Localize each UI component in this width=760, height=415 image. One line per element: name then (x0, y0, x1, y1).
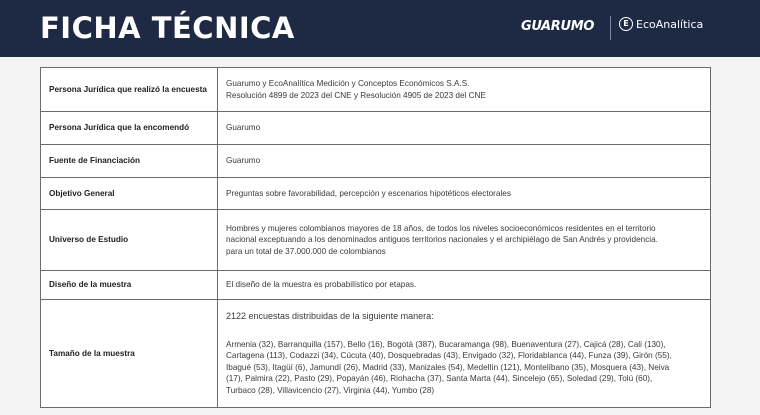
value-line: Guarumo (226, 123, 261, 133)
ecoanalitica-logo (619, 17, 703, 31)
row-label: Tamaño de la muestra (41, 300, 218, 408)
value-line: (17), Palmira (22), Pasto (29), Popayán (46), Riohacha (37), Santa Marta (44), Sincelejo (65), Soledad (29), Tolú (60), (226, 374, 653, 383)
technical-sheet-table (40, 67, 711, 408)
value-line: Guarumo (226, 156, 261, 166)
page-title: FICHA TÉCNICA (40, 11, 295, 45)
table-row (41, 300, 711, 408)
table-row (41, 68, 711, 112)
sample-intro: 2122 encuestas distribuidas de la siguiente manera: (226, 311, 434, 321)
row-value (218, 112, 711, 145)
row-label: Fuente de Financiación (41, 145, 218, 178)
ecoanalitica-name: EcoAnalítica (636, 17, 704, 31)
logo-divider (610, 16, 611, 40)
row-value (218, 145, 711, 178)
value-line: Hombres y mujeres colombianos mayores de 18 años, de todos los niveles socioeconómicos residentes en el territorio (226, 223, 656, 233)
table-row (41, 178, 711, 210)
value-line: para un total de 37.000.000 de colombianos (226, 246, 386, 256)
ecoanalitica-icon: E (619, 17, 633, 31)
value-line: Guarumo y EcoAnalítica Medición y Conceptos Económicos S.A.S. (226, 79, 470, 88)
value-line: Ibagué (53), Itagüí (6), Jamundí (26), Madrid (33), Manizales (54), Medellín (121), Montelíbano (35), Mosquera (43), Neiva (226, 362, 670, 372)
row-value (218, 178, 711, 210)
table-row (41, 145, 711, 178)
row-value (218, 271, 711, 300)
guarumo-logo: GUARUMO (521, 19, 595, 34)
row-value (218, 210, 711, 271)
row-label: Diseño de la muestra (41, 271, 218, 300)
header-bar (0, 0, 760, 57)
value-line: Resolución 4899 de 2023 del CNE y Resolución 4905 de 2023 del CNE (226, 90, 486, 100)
table-row (41, 271, 711, 300)
value-line: Preguntas sobre favorabilidad, percepción y escenarios hipotéticos electorales (226, 188, 511, 198)
value-line: Armenia (32), Barranquilla (157), Bello (16), Bogotá (387), Bucaramanga (98), Buenaventura (27), Cajicá (28), Cali (130), (226, 339, 666, 349)
row-label: Objetivo General (41, 178, 218, 210)
row-value (218, 68, 711, 112)
row-label: Persona Jurídica que realizó la encuesta (41, 68, 218, 112)
value-line: El diseño de la muestra es probabilístico por etapas. (226, 280, 417, 290)
table-row (41, 210, 711, 271)
row-value (218, 300, 711, 408)
value-line: nacional exceptuando a los denominados antiguos territorios nacionales y el archipiélago de San Andrés y providencia. (226, 235, 658, 245)
value-line: Turbaco (28), Villavicencio (27), Virginia (44), Yumbo (28) (226, 385, 435, 395)
row-label: Persona Jurídica que la encomendó (41, 112, 218, 145)
table-row (41, 112, 711, 145)
value-line: Cartagena (113), Codazzi (34), Cúcuta (40), Dosquebradas (43), Envigado (32), Floridablanca (44), Funza (39), Girón (55), (226, 351, 672, 360)
row-label: Universo de Estudio (41, 210, 218, 271)
